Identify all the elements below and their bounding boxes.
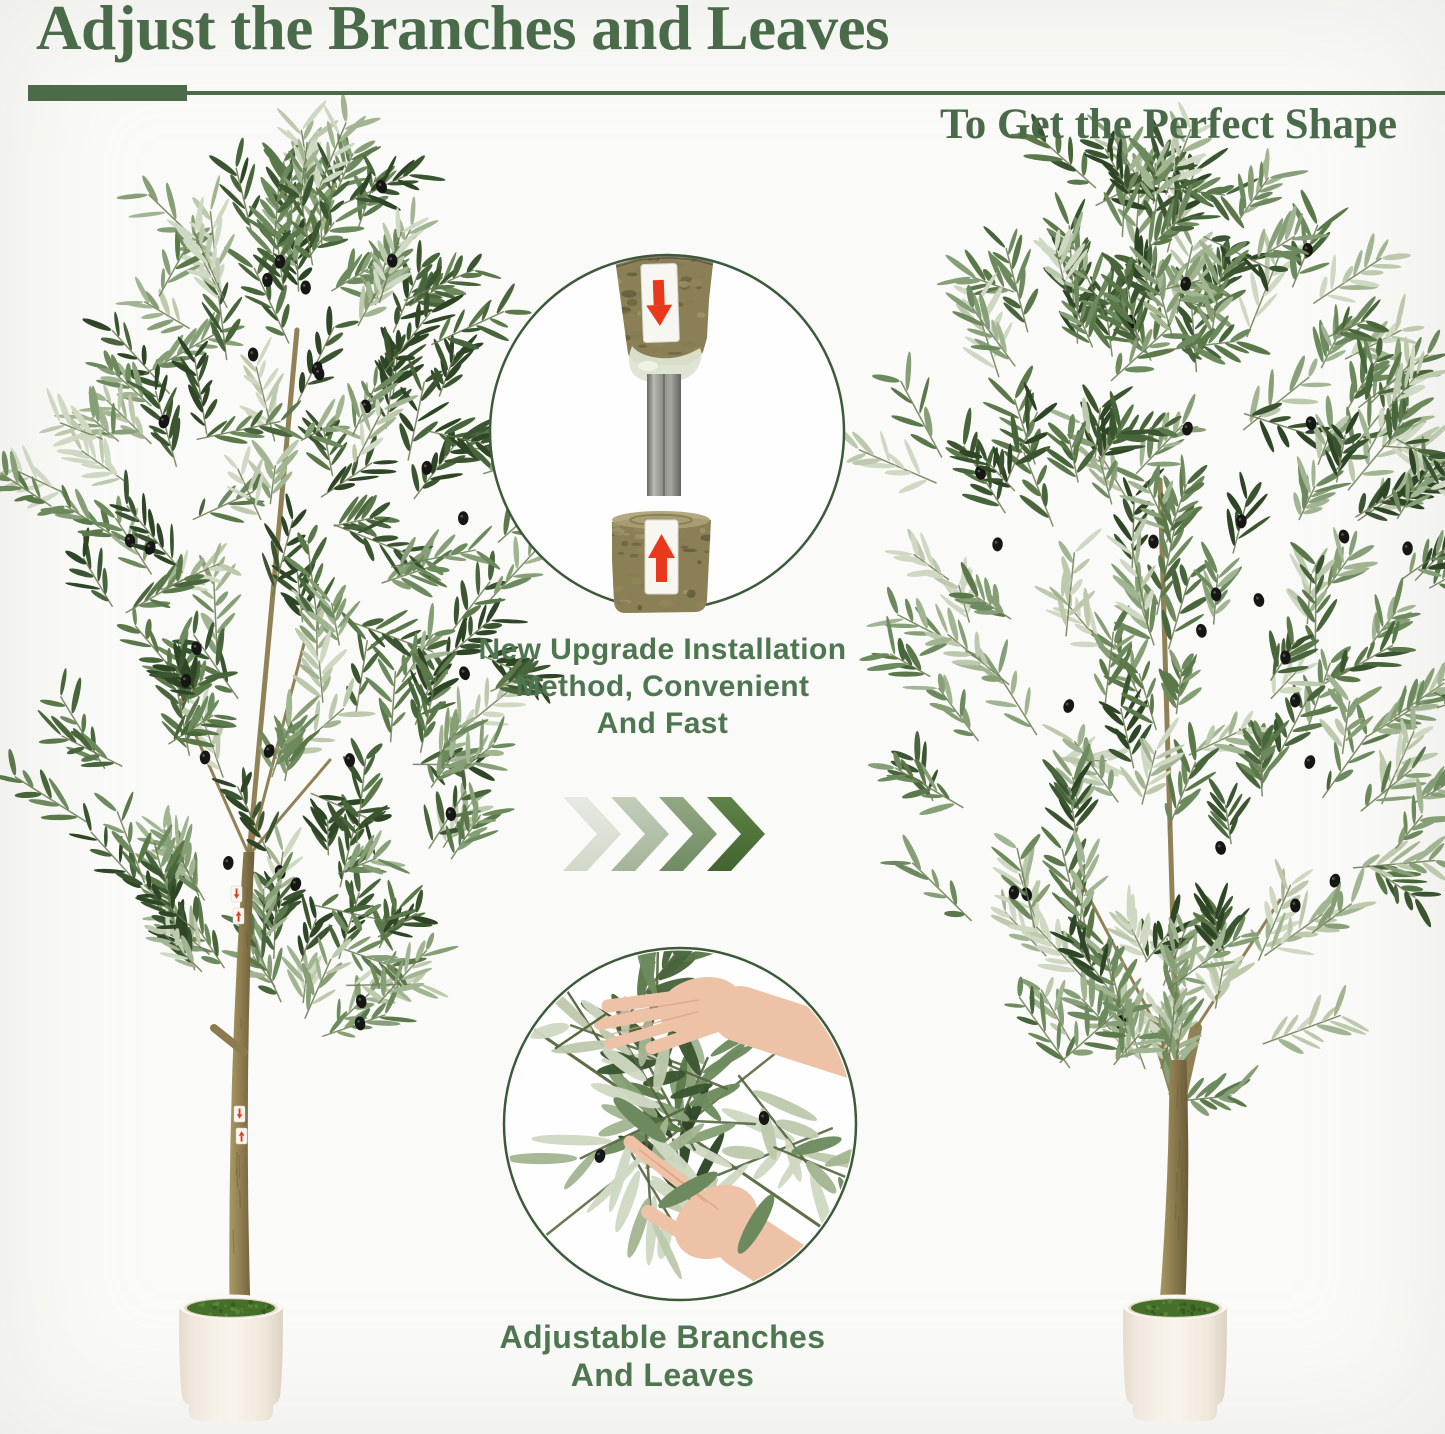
adjustable-caption	[390, 1318, 935, 1394]
glue-highlight	[638, 361, 658, 371]
install-sticker-bottom	[645, 520, 678, 594]
install-sticker-top	[641, 263, 680, 342]
chevron-progress	[563, 797, 765, 871]
connector-rod	[647, 374, 681, 496]
left-olive-tree	[0, 93, 590, 1421]
moss-topper	[187, 1299, 275, 1317]
adjustable-caption-line: And Leaves	[570, 1357, 755, 1393]
page-title: Adjust the Branches and Leaves	[36, 0, 890, 63]
installation-caption-line: And Fast	[596, 707, 729, 740]
planter-pot	[179, 1295, 283, 1422]
right-olive-tree	[829, 101, 1445, 1421]
installation-caption	[390, 631, 935, 742]
title-underline-block	[28, 85, 187, 101]
planter-pot	[1123, 1295, 1227, 1422]
installation-caption-line: Method, Convenient	[515, 670, 810, 703]
title-underline	[187, 91, 1445, 95]
installation-detail-circle	[490, 255, 844, 614]
adjustable-caption-line: Adjustable Branches	[499, 1319, 826, 1355]
adjust-hands-circle	[504, 844, 900, 1300]
installation-caption-line: New Upgrade Installation	[478, 633, 847, 666]
chevron-right-icon	[563, 797, 621, 871]
page-subtitle: To Get the Perfect Shape	[940, 101, 1397, 148]
